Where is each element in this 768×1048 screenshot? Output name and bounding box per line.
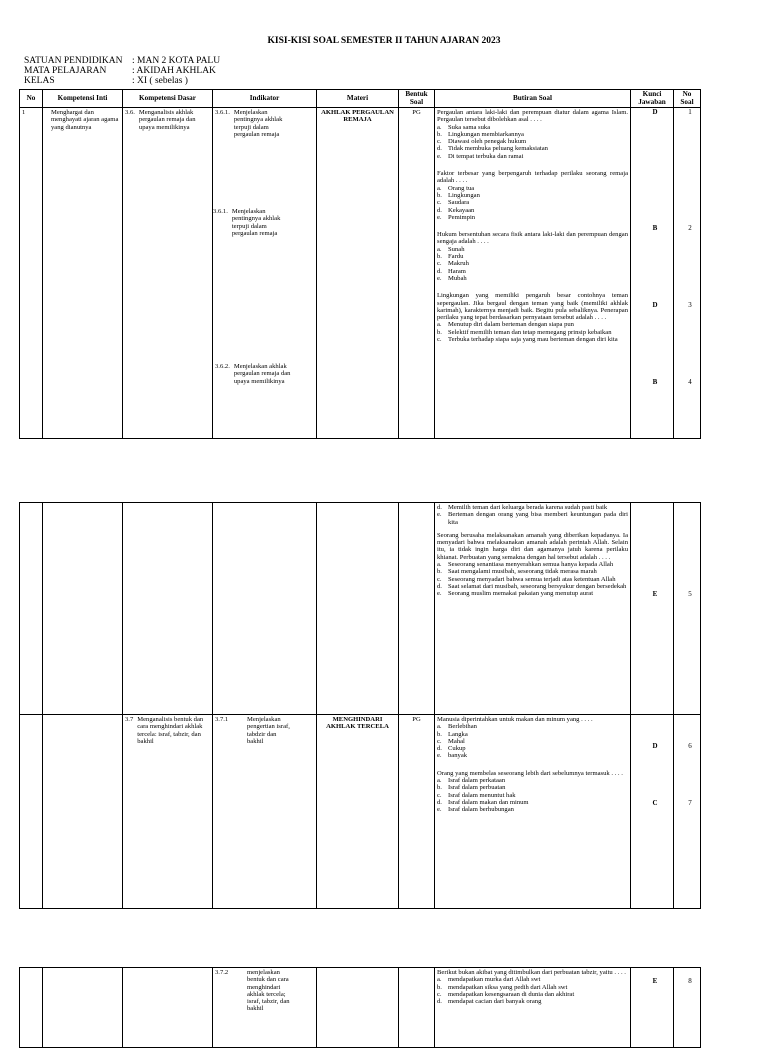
option-text: Kekayaan <box>448 206 475 214</box>
answer-key: C <box>652 799 658 807</box>
question-number: 8 <box>688 977 692 985</box>
answer-option <box>437 268 628 275</box>
option-text: Haram <box>448 267 466 275</box>
question-1 <box>437 109 628 160</box>
option-letter: b. <box>437 983 442 991</box>
question-number: 5 <box>688 590 692 598</box>
option-letter: a. <box>437 245 442 253</box>
option-letter: c. <box>437 737 442 745</box>
answer-option <box>437 185 628 192</box>
cell-ki <box>43 715 123 909</box>
option-letter: d. <box>437 745 442 753</box>
cell-ki <box>43 503 123 715</box>
answer-option <box>437 246 628 253</box>
header-kd: Kompetensi Dasar <box>123 90 213 108</box>
cell-nosoal <box>674 503 701 715</box>
header-bentuk: Bentuk Soal <box>399 90 435 108</box>
option-text: Israf dalam makan dan minum <box>448 798 529 806</box>
option-letter: c. <box>437 336 442 344</box>
option-letter: e. <box>437 274 442 282</box>
option-letter: c. <box>437 138 442 146</box>
option-letter: d. <box>437 504 442 511</box>
option-text: Diawasi oleh penegak hukum <box>448 138 527 146</box>
cell-indikator <box>213 503 317 715</box>
option-letter: d. <box>437 267 442 275</box>
option-text: Makruh <box>448 260 469 268</box>
indicator-text: Menjelaskan pentingnya akhlak terpuji dalam pergaulan remaja <box>233 109 283 138</box>
answer-option <box>437 275 628 282</box>
answer-option <box>437 214 628 221</box>
cell-indikator <box>213 968 317 1048</box>
option-text: Sunah <box>448 245 465 253</box>
option-letter: b. <box>437 328 442 336</box>
question-3 <box>437 231 628 282</box>
option-text: Israf dalam menuntut hak <box>448 791 516 799</box>
option-text: Tidak membuka peluang kemaksiatan <box>448 145 548 153</box>
question-4-continued <box>437 504 628 526</box>
cell-indikator <box>213 108 317 439</box>
option-letter: a. <box>437 723 442 731</box>
answer-option <box>437 207 628 214</box>
answer-option <box>437 145 628 152</box>
answer-option <box>437 131 628 138</box>
cell-bentuk <box>399 715 435 909</box>
answer-option <box>437 984 628 991</box>
meta-value-kelas: : XI ( sebelas ) <box>132 76 188 86</box>
question-number: 7 <box>688 799 692 807</box>
option-letter: b. <box>437 253 442 261</box>
cell-indikator <box>213 715 317 909</box>
options-list <box>437 321 628 343</box>
answer-option <box>437 253 628 260</box>
question-7 <box>437 770 628 814</box>
option-text: Berlebihan <box>448 723 477 731</box>
kd-text: Menganalisis akhlak pergaulan remaja dan upaya memilikinya <box>138 109 196 131</box>
option-letter: d. <box>437 206 442 214</box>
option-text: Israf dalam perbuatan <box>448 784 506 792</box>
ki-text: Menghargai dan menghayati ajaran agama yang dianutnya <box>51 109 119 131</box>
cell-bentuk <box>399 108 435 439</box>
question-6 <box>437 716 628 760</box>
option-letter: e. <box>437 213 442 221</box>
cell-materi <box>317 968 399 1048</box>
cell-materi <box>317 715 399 909</box>
option-text: Orang tua <box>448 184 475 192</box>
option-text: Saat mengalami musibah, seseorang tidak merasa marah <box>448 568 597 576</box>
option-letter: d. <box>437 582 442 590</box>
answer-option <box>437 976 628 983</box>
option-letter: c. <box>437 575 442 583</box>
answer-option <box>437 153 628 160</box>
cell-no <box>20 108 43 439</box>
option-letter: a. <box>437 123 442 131</box>
meta-key-mapel: MATA PELAJARAN <box>24 66 107 76</box>
answer-option <box>437 321 628 328</box>
option-text: Israf dalam berhubungan <box>448 806 514 814</box>
question-text: Seorang berusaha melaksanakan amanah yang diberikan kepadanya. Ia menyadari bahwa melaksanakan amanah adalah perintah Allah. Selain itu, ia tidak ingin harga diri dan agamanya jatuh karena perilaku khianat. Perbuatan yang semakna dengan hal tersebut adalah . . . . <box>437 531 628 561</box>
answer-option <box>437 799 628 806</box>
option-text: Di tempat terbuka dan ramai <box>448 152 524 160</box>
option-text: Langka <box>448 730 468 738</box>
option-letter: e. <box>437 152 442 160</box>
option-text: Cukup <box>448 745 466 753</box>
question-text: Orang yang membelas seseorang lebih dari sebelumnya termasuk . . . . <box>437 769 623 777</box>
option-text: Fardu <box>448 253 464 261</box>
cell-kunci <box>631 503 674 715</box>
answer-option <box>437 504 628 511</box>
cell-no <box>20 968 43 1048</box>
header-indikator: Indikator <box>213 90 317 108</box>
row-number: 1 <box>22 109 26 116</box>
option-letter: a. <box>437 321 442 329</box>
cell-kd <box>123 108 213 439</box>
cell-butiran <box>435 503 631 715</box>
question-number: 2 <box>688 224 692 232</box>
cell-kd <box>123 968 213 1048</box>
question-4 <box>437 292 628 343</box>
kd-number: 3.7 <box>125 716 134 723</box>
question-5 <box>437 532 628 598</box>
cell-kunci <box>631 108 674 439</box>
option-letter: c. <box>437 199 442 207</box>
bentuk-text: PG <box>412 109 421 116</box>
option-text: Lingkungan <box>448 191 480 199</box>
question-text: Lingkungan yang memiliki pengaruh besar contohnya teman sepergaulan. Jika bergaul dengan teman yang baik (memiliki akhlak karimah), karakternya menjadi baik. Begitu pula sebaliknya. Penerapan perilaku yang tepat berdasarkan pernyataan tersebut adalah . . . . <box>437 292 628 322</box>
question-text: Hukum bersentuhan secara fisik antara laki-laki dan perempuan dengan sengaja adalah . . . . <box>437 231 628 246</box>
answer-option <box>437 260 628 267</box>
options-list <box>437 124 628 160</box>
option-letter: e. <box>437 590 442 598</box>
option-text: Saat selamat dari musibah, seseorang bersyukur dengan bersedekah <box>448 582 627 590</box>
question-number: 6 <box>688 742 692 750</box>
question-8 <box>437 969 628 1005</box>
document-title: KISI-KISI SOAL SEMESTER II TAHUN AJARAN 2023 <box>267 36 501 46</box>
answer-option <box>437 731 628 738</box>
option-text: mendapatkan kesengsaraan di dunia dan akhirat <box>448 990 575 998</box>
meta-value-mapel: : AKIDAH AKHLAK <box>132 66 216 76</box>
options-list <box>437 246 628 282</box>
option-text: Mubah <box>448 274 467 282</box>
option-letter: a. <box>437 976 442 984</box>
option-text: Memilih teman dari keluarga berada karena sudah pasti baik <box>448 504 608 511</box>
answer-option <box>437 336 628 343</box>
answer-key: D <box>652 742 658 750</box>
option-letter: b. <box>437 784 442 792</box>
cell-ki <box>43 968 123 1048</box>
option-letter: a. <box>437 561 442 569</box>
cell-butiran <box>435 108 631 439</box>
answer-option <box>437 745 628 752</box>
option-letter: a. <box>437 184 442 192</box>
header-ki: Kompetensi Inti <box>43 90 123 108</box>
option-text: Berteman dengan orang yang bisa memberi keuntungan pada diri kita <box>448 511 628 526</box>
meta-key-kelas: KELAS <box>24 76 55 86</box>
answer-key: D <box>652 301 658 309</box>
materi-text: AKHLAK PERGAULAN REMAJA <box>321 109 394 124</box>
options-list <box>437 777 628 813</box>
meta-block <box>24 56 324 88</box>
cell-materi <box>317 503 399 715</box>
header-materi: Materi <box>317 90 399 108</box>
answer-option <box>437 124 628 131</box>
question-number: 3 <box>688 301 692 309</box>
option-letter: e. <box>437 752 442 760</box>
cell-butiran <box>435 715 631 909</box>
option-letter: b. <box>437 130 442 138</box>
answer-option <box>437 561 628 568</box>
header-no: No <box>20 90 43 108</box>
cell-nosoal <box>674 968 701 1048</box>
indicator-number: 3.6.1. <box>215 109 230 116</box>
header-kunci: Kunci Jawaban <box>631 90 674 108</box>
indicator-number: 3.7.2 <box>215 969 229 976</box>
option-text: Mahal <box>448 737 465 745</box>
indicator-number: 3.6.2. <box>215 363 230 370</box>
grid-table-page-3 <box>19 967 701 1048</box>
grid-table-page-1 <box>19 89 701 439</box>
option-letter: d. <box>437 998 442 1006</box>
question-text: Manusia diperintahkan untuk makan dan minum yang . . . . <box>437 716 593 723</box>
cell-kd <box>123 715 213 909</box>
option-letter: e. <box>437 511 442 519</box>
meta-value-satuan: : MAN 2 KOTA PALU <box>132 56 221 66</box>
cell-bentuk <box>399 503 435 715</box>
indicator-text: Menjelaskan akhlak pergaulan remaja dan upaya memilikinya <box>233 363 291 385</box>
cell-no <box>20 715 43 909</box>
option-letter: c. <box>437 260 442 268</box>
cell-butiran <box>435 968 631 1048</box>
answer-option <box>437 511 628 526</box>
cell-materi <box>317 108 399 439</box>
materi-text: MENGHINDARI AKHLAK TERCELA <box>326 716 389 731</box>
grid-table-page-2 <box>19 502 701 909</box>
option-letter: c. <box>437 791 442 799</box>
answer-option <box>437 784 628 791</box>
answer-key: E <box>652 590 658 598</box>
option-text: Saudara <box>448 199 470 207</box>
kd-number: 3.6. <box>125 109 135 116</box>
option-text: Selektif memilih teman dan tetap memegang prinsip kebaikan <box>448 328 612 336</box>
question-number: 1 <box>688 108 692 116</box>
cell-kunci <box>631 968 674 1048</box>
header-butiran: Butiran Soal <box>435 90 631 108</box>
cell-ki <box>43 108 123 439</box>
answer-option <box>437 199 628 206</box>
options-list <box>437 504 628 526</box>
answer-option <box>437 998 628 1005</box>
answer-option <box>437 138 628 145</box>
answer-option <box>437 590 628 597</box>
option-letter: b. <box>437 191 442 199</box>
answer-option <box>437 192 628 199</box>
indicator-number: 3.6.1. <box>213 208 228 215</box>
indicator-text: Menjelaskan pentingnya akhlak terpuji dalam pergaulan remaja <box>231 208 281 237</box>
cell-nosoal <box>674 108 701 439</box>
cell-bentuk <box>399 968 435 1048</box>
answer-option <box>437 792 628 799</box>
answer-key: B <box>652 224 658 232</box>
cell-no <box>20 503 43 715</box>
options-list <box>437 976 628 1005</box>
option-letter: e. <box>437 806 442 814</box>
answer-option <box>437 752 628 759</box>
option-text: mendapat cacian dari banyak orang <box>448 998 542 1006</box>
indicator-number: 3.7.1 <box>215 716 229 723</box>
cell-nosoal <box>674 715 701 909</box>
option-text: mendapatkan siksa yang pedih dari Allah swt <box>448 983 568 991</box>
option-letter: d. <box>437 145 442 153</box>
option-text: Suka sama suka <box>448 123 491 131</box>
option-letter: b. <box>437 730 442 738</box>
option-text: Seorang muslim memakai pakaian yang menutup aurat <box>448 590 594 598</box>
answer-option <box>437 576 628 583</box>
option-letter: d. <box>437 798 442 806</box>
answer-option <box>437 583 628 590</box>
option-text: Menutup diri dalam berteman dengan siapa pun <box>448 321 574 329</box>
options-list <box>437 723 628 759</box>
answer-option <box>437 723 628 730</box>
answer-key: B <box>652 378 658 386</box>
answer-option <box>437 568 628 575</box>
question-text: Berikut bukan akibat yang ditimbulkan dari perbuatan tabzir, yaitu . . . . <box>437 969 626 976</box>
answer-option <box>437 991 628 998</box>
bentuk-text: PG <box>412 716 421 723</box>
question-number: 4 <box>688 378 692 386</box>
option-text: Lingkungan membiarkannya <box>448 130 524 138</box>
question-2 <box>437 170 628 221</box>
question-text: Pergaulan antara laki-laki dan perempuan diatur dalam agama Islam. Pergaulan tersebut dibolehkan asal . . . . <box>437 109 628 124</box>
option-text: mendapatkan murka dari Allah swt <box>448 976 541 984</box>
cell-kd <box>123 503 213 715</box>
answer-option <box>437 777 628 784</box>
cell-kunci <box>631 715 674 909</box>
option-letter: b. <box>437 568 442 576</box>
option-text: Seseorang senantiasa menyerahkan semua hanya kepada Allah <box>448 561 614 569</box>
option-text: Seseorang menyadari bahwa semua terjadi atas ketentuan Allah <box>448 575 616 583</box>
option-letter: a. <box>437 777 442 785</box>
option-text: Israf dalam perkataan <box>448 777 506 785</box>
options-list <box>437 561 628 597</box>
answer-key: D <box>652 108 658 116</box>
option-text: Pemimpin <box>448 213 476 221</box>
answer-option <box>437 806 628 813</box>
kd-text: Menganalisis bentuk dan cara menghindari akhlak tercela: israf, tabzir, dan bakhil <box>137 716 204 745</box>
meta-key-satuan: SATUAN PENDIDIKAN <box>24 56 123 66</box>
answer-option <box>437 738 628 745</box>
answer-key: E <box>652 977 658 985</box>
option-text: banyak <box>448 752 468 760</box>
answer-option <box>437 329 628 336</box>
header-nosoal: No Soal <box>674 90 701 108</box>
question-text: Faktor terbesar yang berpengaruh terhadap perilaku seorang remaja adalah . . . . <box>437 170 628 185</box>
option-text: Terbuka terhadap siapa saja yang mau berteman dengan diri kita <box>448 336 618 344</box>
option-letter: c. <box>437 990 442 998</box>
indicator-text: Menjelaskan pengertian israf, tabdzir dan bakhil <box>247 716 290 745</box>
indicator-text: menjelaskan bentuk dan cara menghindari akhlak tercela; israf, tabzir, dan bakhil <box>247 969 290 1013</box>
options-list <box>437 185 628 221</box>
